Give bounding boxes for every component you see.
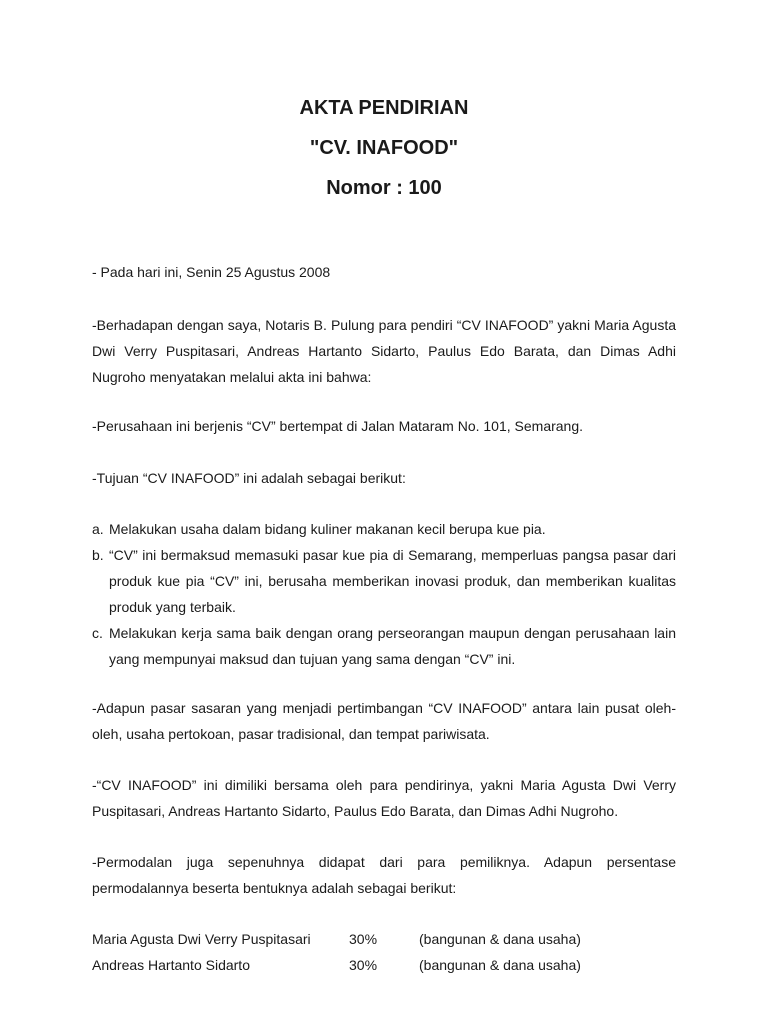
list-item <box>92 516 676 542</box>
list-marker: c. <box>92 625 103 641</box>
market-paragraph <box>92 695 676 747</box>
location-text: -Perusahaan ini berjenis “CV” bertempat di Jalan Mataram No. 101, Semarang. <box>92 418 584 434</box>
list-marker: b. <box>92 547 104 563</box>
document-title <box>0 88 768 208</box>
purpose-intro-paragraph <box>92 465 676 491</box>
list-item <box>92 620 676 672</box>
purpose-list <box>92 516 676 672</box>
capital-paragraph <box>92 849 676 901</box>
list-text: “CV” ini bermaksud memasuki pasar kue pia di Semarang, memperluas pangsa pasar dari produk kue pia “CV” ini, berusaha memberikan inovasi produk, dan memberikan kualitas produk yang terbaik. <box>109 547 676 615</box>
date-paragraph <box>92 259 676 285</box>
ownership-paragraph <box>92 772 676 824</box>
capital-form: (bangunan & dana usaha) <box>419 931 581 947</box>
list-item <box>92 542 676 620</box>
list-text: Melakukan kerja sama baik dengan orang perseorangan maupun dengan perusahaan lain yang mempunyai maksud dan tujuan yang sama dengan “CV” ini. <box>109 625 676 667</box>
founders-paragraph <box>92 312 676 390</box>
list-text: Melakukan usaha dalam bidang kuliner makanan kecil berupa kue pia. <box>109 521 546 537</box>
capital-form: (bangunan & dana usaha) <box>419 957 581 973</box>
title-number: Nomor : 100 <box>326 177 442 199</box>
capital-percent: 30% <box>349 957 378 973</box>
date-text: - Pada hari ini, Senin 25 Agustus 2008 <box>92 264 331 280</box>
capital-owner-name: Andreas Hartanto Sidarto <box>92 957 250 973</box>
list-marker: a. <box>92 521 104 537</box>
capital-owner-name: Maria Agusta Dwi Verry Puspitasari <box>92 931 311 947</box>
founders-text: -Berhadapan dengan saya, Notaris B. Pulung para pendiri “CV INAFOOD” yakni Maria Agusta Dwi Verry Puspitasari, Andreas Hartanto Sidarto, Paulus Edo Barata, dan Dimas Adhi Nugroho menyatakan melalui akta ini bahwa: <box>92 317 676 385</box>
market-text: -Adapun pasar sasaran yang menjadi pertimbangan “CV INAFOOD” antara lain pusat oleh-oleh, usaha pertokoan, pasar tradisional, dan tempat pariwisata. <box>92 700 676 742</box>
title-company: "CV. INAFOOD" <box>309 137 459 159</box>
purpose-intro-text: -Tujuan “CV INAFOOD” ini adalah sebagai berikut: <box>92 470 406 486</box>
capital-text: -Permodalan juga sepenuhnya didapat dari para pemiliknya. Adapun persentase permodalannya beserta bentuknya adalah sebagai berikut: <box>92 854 676 896</box>
location-paragraph <box>92 413 676 439</box>
title-akta: AKTA PENDIRIAN <box>299 97 469 119</box>
capital-percent: 30% <box>349 931 378 947</box>
ownership-text: -“CV INAFOOD” ini dimiliki bersama oleh para pendirinya, yakni Maria Agusta Dwi Verry Puspitasari, Andreas Hartanto Sidarto, Paulus Edo Barata, dan Dimas Adhi Nugroho. <box>92 777 676 819</box>
